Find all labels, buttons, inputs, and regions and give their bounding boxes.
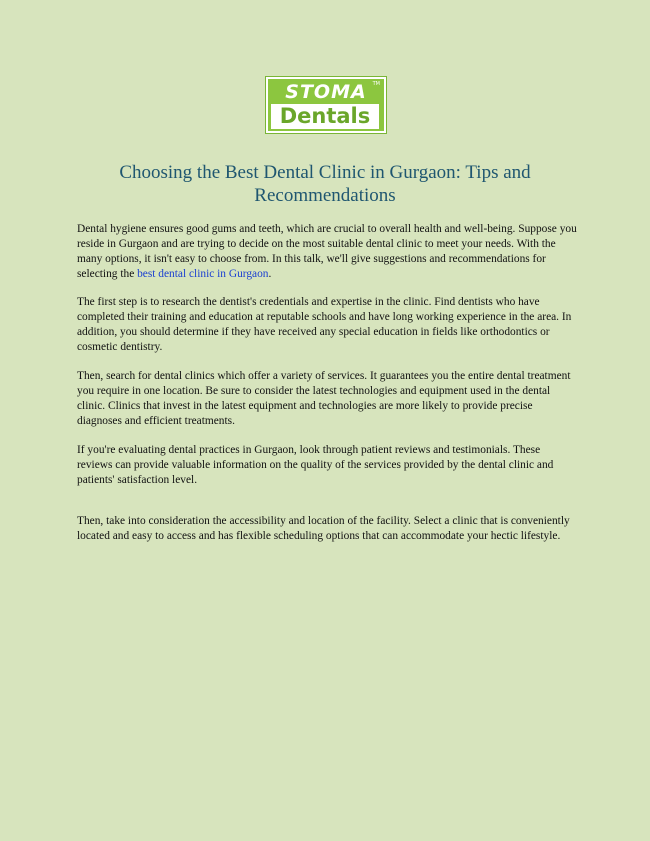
- logo-dentals-text: Dentals: [271, 104, 379, 129]
- article-title: Choosing the Best Dental Clinic in Gurgaon: Tips and Recommendations: [119, 162, 531, 206]
- paragraph-intro-text: Dental hygiene ensures good gums and teeth, which are crucial to overall health and well-being. Suppose you reside in Gurgaon and are trying to decide on the most suitable dental clinic to meet your needs. With the many options, it isn't easy to choose from. In this talk, we'll give suggestions and recommendations for selecting the: [77, 223, 577, 280]
- best-dental-clinic-link[interactable]: best dental clinic in Gurgaon: [137, 268, 269, 280]
- paragraph-reviews: If you're evaluating dental practices in Gurgaon, look through patient reviews and testimonials. These reviews can provide valuable information on the quality of the services provided by the dental clinic and patients' satisfaction level.: [77, 444, 554, 486]
- paragraph-intro-end: .: [268, 268, 272, 280]
- paragraph-intro: [77, 222, 577, 282]
- stoma-dentals-logo: [266, 77, 386, 133]
- paragraph-services: Then, search for dental clinics which offer a variety of services. It guarantees you the entire dental treatment you require in one location. Be sure to consider the latest technologies and equipment used in the dental clinic. Clinics that invest in the latest equipment and technologies are more likely to provide precise diagnoses and efficient treatments.: [77, 370, 571, 427]
- logo-trademark: TM: [372, 81, 380, 87]
- paragraph-location: Then, take into consideration the accessibility and location of the facility. Select a clinic that is conveniently located and easy to access and has flexible scheduling options that can accommodate your hectic lifestyle.: [77, 515, 570, 542]
- paragraph-credentials: The first step is to research the dentist's credentials and expertise in the clinic. Find dentists who have completed their training and education at reputable schools and have long working experience in the area. In addition, you should determine if they have received any special education in fields like orthodontics or cosmetic dentistry.: [77, 296, 572, 353]
- logo-brand-text: STOMA: [285, 81, 367, 103]
